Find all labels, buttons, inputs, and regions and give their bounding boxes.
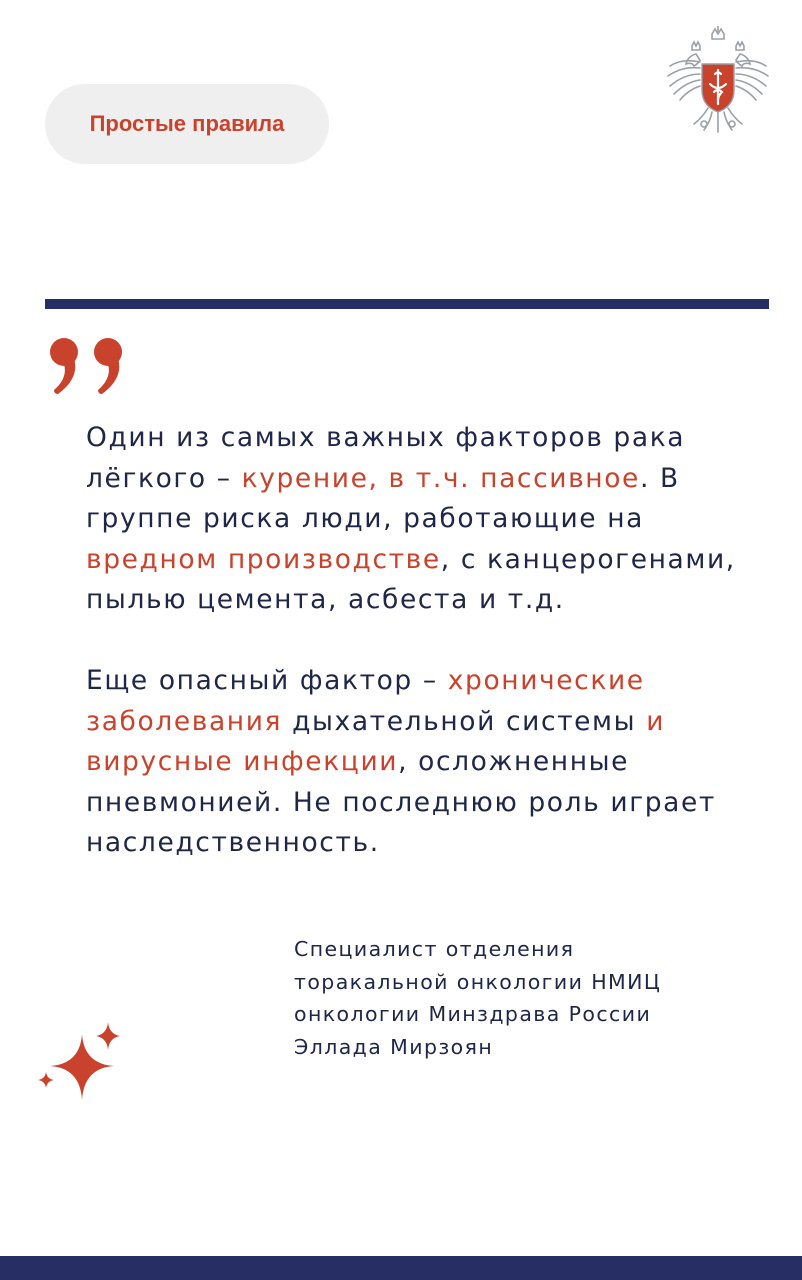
quote-paragraph-1: Один из самых важных факторов рака лёгкого – курение, в т.ч. пассивное. В группе риска люди, работающие на вредном производстве, с канцерогенами, пылью цемента, асбеста и т.д.	[86, 422, 736, 615]
highlight-viral-infections: и вирусные инфекции	[86, 705, 666, 777]
attribution-author: Эллада Мирзоян	[294, 1034, 494, 1059]
highlight-chronic-diseases: хронические заболевания	[86, 665, 645, 737]
quote-attribution	[294, 933, 764, 1063]
attribution-line: Специалист отделения	[294, 937, 575, 961]
highlight-smoking: курение, в т.ч. пассивное	[241, 462, 640, 494]
bottom-bar	[0, 1256, 802, 1280]
sparkles-icon	[34, 1020, 130, 1104]
double-headed-eagle-medical-emblem-icon	[664, 24, 772, 136]
category-tag	[45, 84, 329, 164]
top-divider	[45, 299, 769, 309]
quote-text	[86, 418, 766, 864]
highlight-harmful-production: вредном производстве	[86, 543, 441, 575]
category-tag-label: Простые правила	[89, 111, 285, 136]
attribution-line: торакальной онкологии НМИЦ	[294, 969, 662, 994]
attribution-line: онкологии Минздрава России	[294, 1002, 652, 1026]
quotation-mark-icon	[48, 336, 130, 394]
quote-paragraph-2: Еще опасный фактор – хронические заболевания дыхательной системы и вирусные инфекции, осложненные пневмонией. Не последнюю роль играет наследственность.	[86, 665, 716, 858]
